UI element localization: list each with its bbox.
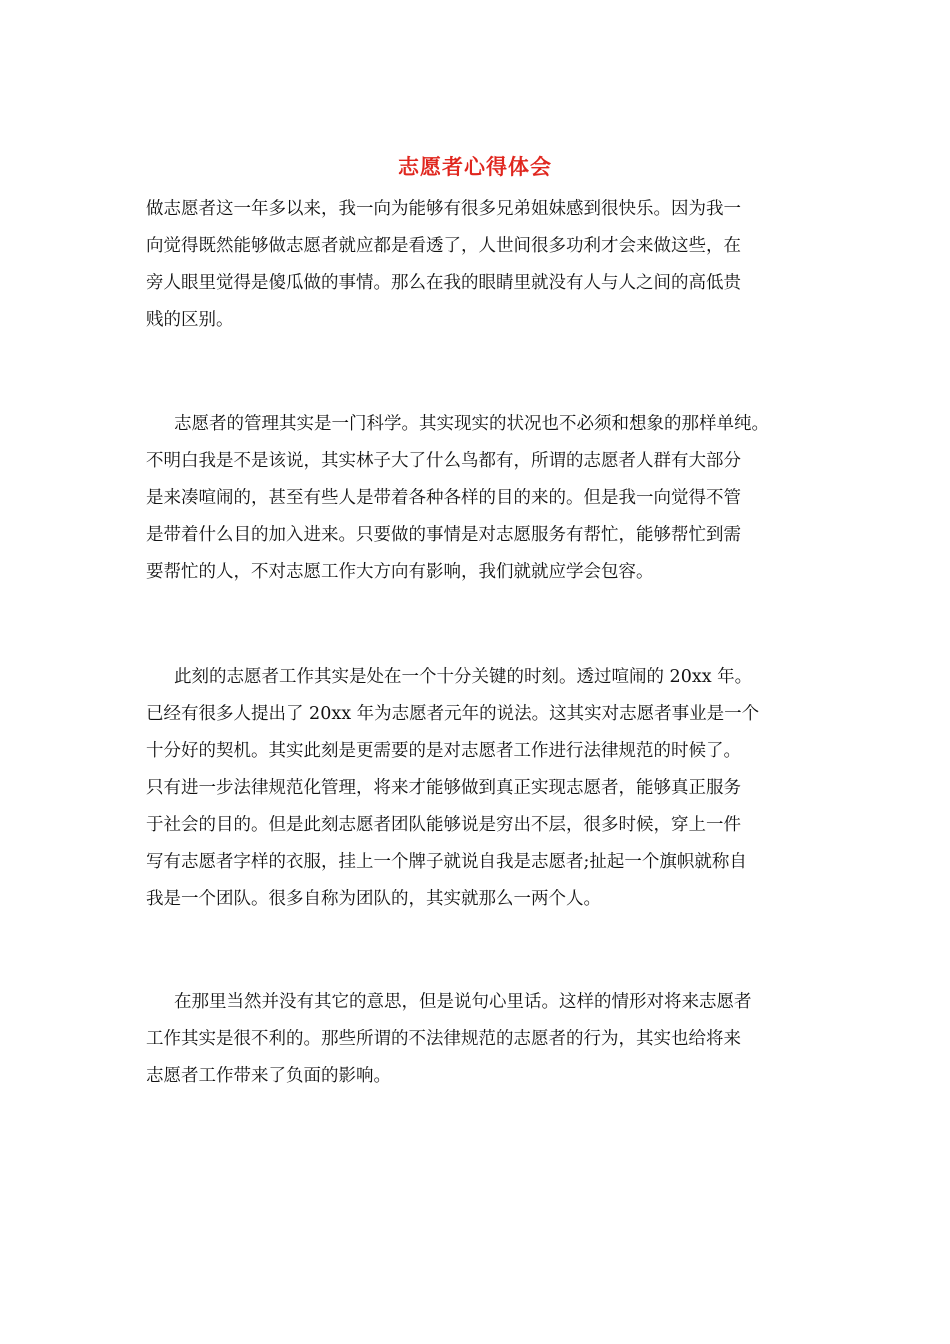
paragraph-line: 做志愿者这一年多以来，我一向为能够有很多兄弟姐妹感到很快乐。因为我一 xyxy=(146,199,741,219)
paragraph-line: 在那里当然并没有其它的意思，但是说句心里话。这样的情形对将来志愿者 xyxy=(174,992,752,1012)
paragraph-line: 向觉得既然能够做志愿者就应都是看透了，人世间很多功利才会来做这些，在 xyxy=(146,236,741,256)
paragraph-line: 志愿者的管理其实是一门科学。其实现实的状况也不必须和想象的那样单纯。 xyxy=(174,414,769,434)
paragraph-4 xyxy=(146,984,826,1095)
paragraph-line: 不明白我是不是该说，其实林子大了什么鸟都有，所谓的志愿者人群有大部分 xyxy=(146,451,741,471)
paragraph-line: 写有志愿者字样的衣服，挂上一个牌子就说自我是志愿者;扯起一个旗帜就称自 xyxy=(146,852,747,872)
paragraph-line: 此刻的志愿者工作其实是处在一个十分关键的时刻。透过喧闹的 20xx 年。 xyxy=(174,667,753,687)
paragraph-line: 志愿者工作带来了负面的影响。 xyxy=(146,1066,391,1086)
paragraph-line: 是带着什么目的加入进来。只要做的事情是对志愿服务有帮忙，能够帮忙到需 xyxy=(146,525,741,545)
paragraph-2 xyxy=(146,406,826,591)
paragraph-line: 贱的区别。 xyxy=(146,310,234,330)
paragraph-line: 旁人眼里觉得是傻瓜做的事情。那么在我的眼睛里就没有人与人之间的高低贵 xyxy=(146,273,741,293)
paragraph-line: 我是一个团队。很多自称为团队的，其实就那么一两个人。 xyxy=(146,889,601,909)
paragraph-line: 是来凑喧闹的，甚至有些人是带着各种各样的目的来的。但是我一向觉得不管 xyxy=(146,488,741,508)
paragraph-line: 只有进一步法律规范化管理，将来才能够做到真正实现志愿者，能够真正服务 xyxy=(146,778,741,798)
paragraph-line: 已经有很多人提出了 20xx 年为志愿者元年的说法。这其实对志愿者事业是一个 xyxy=(146,704,760,724)
paragraph-line: 于社会的目的。但是此刻志愿者团队能够说是穷出不层，很多时候，穿上一件 xyxy=(146,815,741,835)
paragraph-1 xyxy=(146,191,826,339)
paragraph-line: 工作其实是很不利的。那些所谓的不法律规范的志愿者的行为，其实也给将来 xyxy=(146,1029,741,1049)
document-title: 志愿者心得体会 xyxy=(398,154,552,179)
paragraph-line: 十分好的契机。其实此刻是更需要的是对志愿者工作进行法律规范的时候了。 xyxy=(146,741,741,761)
paragraph-line: 要帮忙的人，不对志愿工作大方向有影响，我们就就应学会包容。 xyxy=(146,562,654,582)
paragraph-3 xyxy=(146,659,826,918)
